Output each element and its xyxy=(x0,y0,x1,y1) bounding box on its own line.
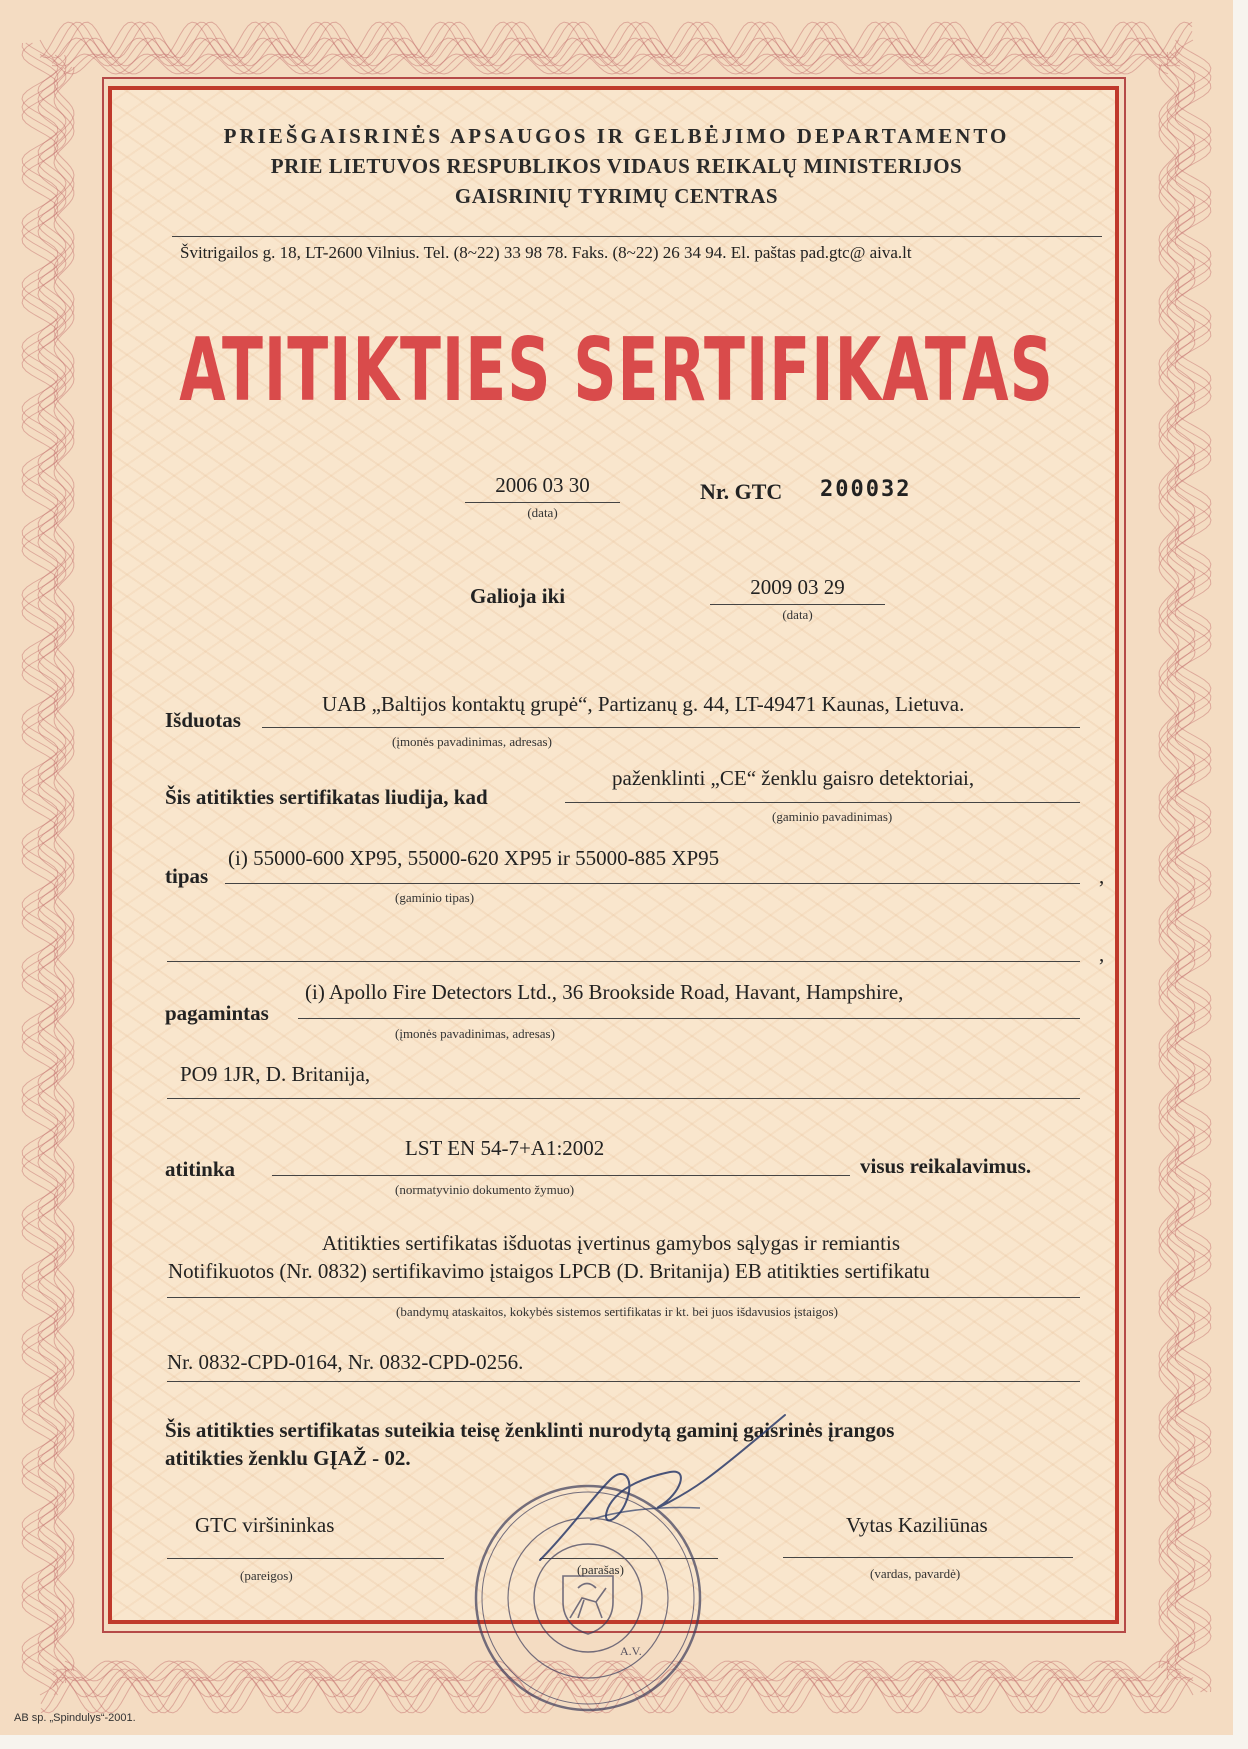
manufacturer-line xyxy=(298,1018,1080,1019)
certificate-number: 200032 xyxy=(820,477,912,502)
issued-to-line xyxy=(262,727,1080,728)
number-label: Nr. GTC xyxy=(700,479,783,504)
manufacturer-label: pagamintas xyxy=(165,1001,269,1025)
signer-name: Vytas Kaziliūnas xyxy=(846,1513,988,1537)
issue-date-caption: (data) xyxy=(527,505,558,520)
complies-value: LST EN 54-7+A1:2002 xyxy=(405,1136,605,1160)
certificate-title: ATITIKTIES SERTIFIKATAS xyxy=(179,320,1054,422)
manufacturer-line-2 xyxy=(167,1098,1080,1099)
name-line xyxy=(783,1557,1073,1558)
type-line xyxy=(225,883,1080,884)
stamp-place-mark: A.V. xyxy=(620,1644,642,1658)
position-caption: (pareigos) xyxy=(240,1568,293,1583)
complies-caption: (normatyvinio dokumento žymuo) xyxy=(395,1182,575,1197)
issue-date-line xyxy=(465,502,620,503)
signer-position: GTC viršininkas xyxy=(195,1513,335,1537)
rights-line-1: Šis atitikties sertifikatas suteikia teisę ženklinti nurodytą gaminį gaisrinės įrangos xyxy=(165,1418,895,1442)
basis-line-2: Notifikuotos (Nr. 0832) sertifikavimo įstaigos LPCB (D. Britanija) EB atitikties sertifikatu xyxy=(168,1259,930,1283)
header-line-2: PRIE LIETUVOS RESPUBLIKOS VIDAUS REIKALŲ MINISTERIJOS xyxy=(270,154,963,178)
certifies-caption: (gaminio pavadinimas) xyxy=(772,809,893,824)
basis-line-1: Atitikties sertifikatas išduotas įvertinus gamybos sąlygas ir remiantis xyxy=(322,1231,900,1255)
name-caption: (vardas, pavardė) xyxy=(870,1566,961,1581)
complies-line xyxy=(272,1175,850,1176)
validity-date-caption: (data) xyxy=(782,607,813,622)
type-comma: , xyxy=(1099,864,1105,888)
signature-caption: (parašas) xyxy=(577,1562,624,1577)
issued-to-caption: (įmonės pavadinimas, adresas) xyxy=(392,734,552,749)
certifies-value: paženklinti „CE“ ženklu gaisro detektoriai, xyxy=(612,766,975,790)
certifies-label: Šis atitikties sertifikatas liudija, kad xyxy=(165,785,488,809)
basis-line xyxy=(167,1297,1080,1298)
type-label: tipas xyxy=(165,864,209,888)
basis-line-3-rule xyxy=(167,1381,1080,1382)
validity-date: 2009 03 29 xyxy=(750,575,845,599)
type-value: (i) 55000-600 XP95, 55000-620 XP95 ir 55000-885 XP95 xyxy=(228,846,720,870)
header-address: Švitrigailos g. 18, LT-2600 Vilnius. Tel. (8~22) 33 98 78. Faks. (8~22) 26 34 94. El. paštas pad.gtc@ aiva.lt xyxy=(180,243,912,262)
printer-imprint: AB sp. „Spindulys“-2001. xyxy=(14,1712,136,1724)
validity-date-line xyxy=(710,604,885,605)
complies-suffix: visus reikalavimus. xyxy=(860,1154,1032,1178)
stamp-coat-of-arms-icon xyxy=(563,1576,613,1634)
issued-to-label: Išduotas xyxy=(165,708,241,732)
manufacturer-value-2: PO9 1JR, D. Britanija, xyxy=(180,1062,371,1086)
manufacturer-value: (i) Apollo Fire Detectors Ltd., 36 Brookside Road, Havant, Hampshire, xyxy=(305,980,904,1004)
issued-to-value: UAB „Baltijos kontaktų grupė“, Partizanų g. 44, LT-49471 Kaunas, Lietuva. xyxy=(322,692,965,716)
manufacturer-caption: (įmonės pavadinimas, adresas) xyxy=(395,1026,555,1041)
rights-line-2: atitikties ženklu GĮAŽ - 02. xyxy=(165,1446,411,1470)
basis-line-3: Nr. 0832-CPD-0164, Nr. 0832-CPD-0256. xyxy=(167,1350,524,1374)
complies-label: atitinka xyxy=(165,1157,236,1181)
basis-caption: (bandymų ataskaitos, kokybės sistemos sertifikatas ir kt. bei juos išdavusios įstaigos) xyxy=(396,1304,838,1319)
issue-date: 2006 03 30 xyxy=(495,473,590,497)
type-extra-line xyxy=(167,961,1080,962)
header-rule xyxy=(172,236,1102,237)
type-extra-comma: , xyxy=(1099,942,1105,966)
type-caption: (gaminio tipas) xyxy=(395,890,475,905)
certifies-line xyxy=(565,802,1080,803)
header-line-1: PRIEŠGAISRINĖS APSAUGOS IR GELBĖJIMO DEPARTAMENTO xyxy=(223,124,1010,148)
position-line xyxy=(167,1558,444,1559)
validity-label: Galioja iki xyxy=(470,584,566,608)
handwritten-signature xyxy=(530,1410,800,1580)
header-line-3: GAISRINIŲ TYRIMŲ CENTRAS xyxy=(454,184,779,208)
